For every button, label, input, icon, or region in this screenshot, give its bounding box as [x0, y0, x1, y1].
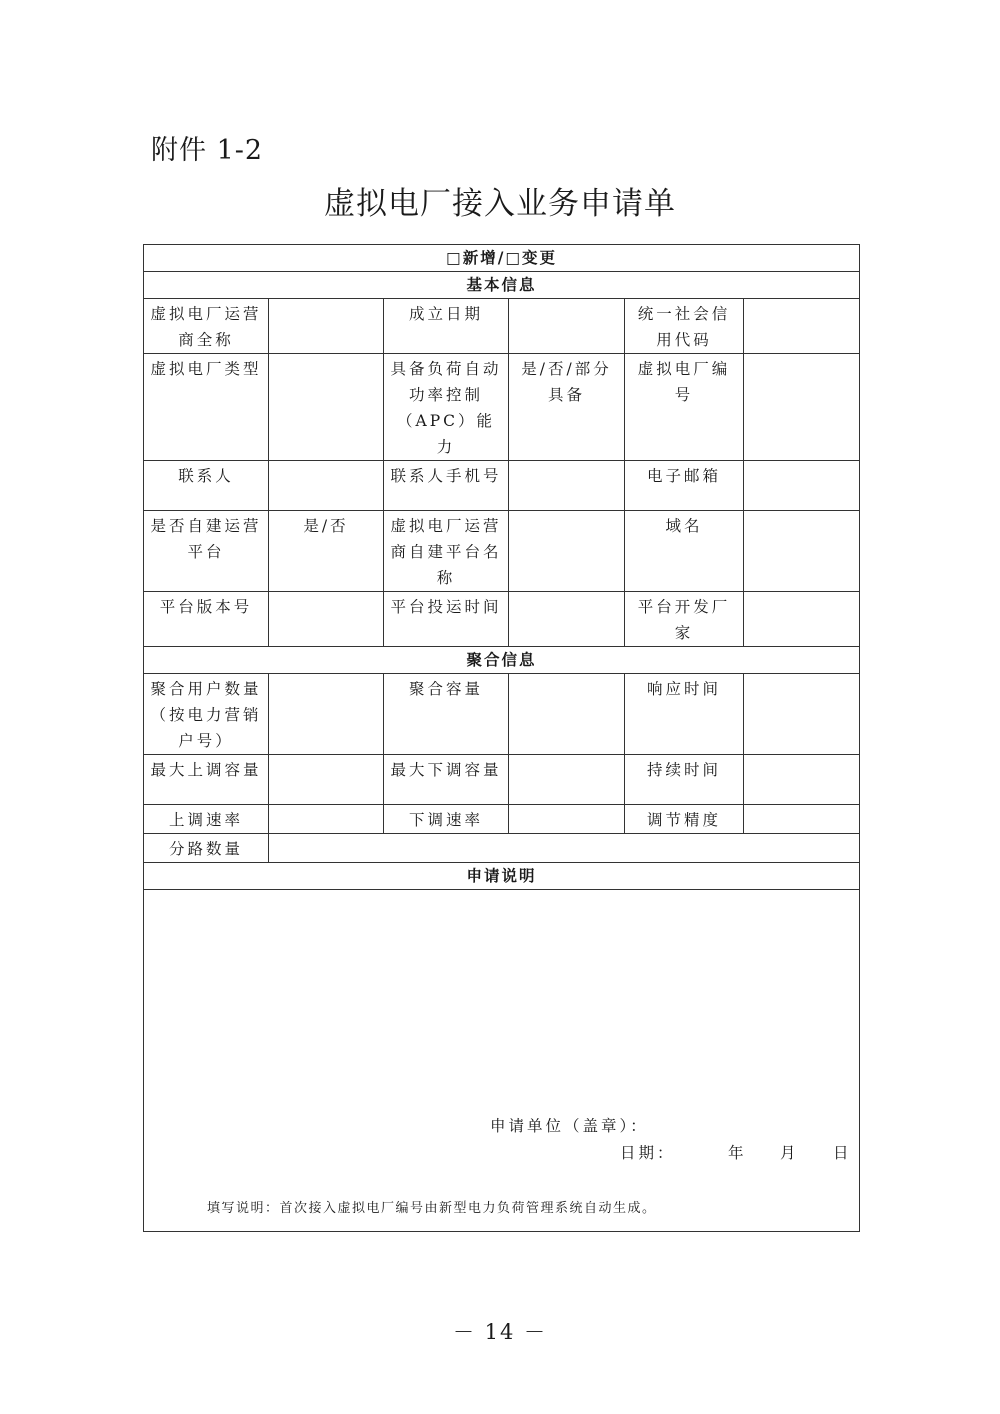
month-label: 月	[780, 1144, 799, 1162]
platform-vendor-field[interactable]	[744, 592, 860, 647]
page-title: 虚拟电厂接入业务申请单	[324, 186, 676, 222]
platform-version-label: 平台版本号	[144, 592, 269, 647]
contact-field[interactable]	[269, 461, 384, 511]
capacity-field[interactable]	[509, 674, 625, 755]
platform-launch-label: 平台投运时间	[384, 592, 509, 647]
vpp-number-label: 虚拟电厂编号	[625, 354, 744, 461]
platform-vendor-label: 平台开发厂家	[625, 592, 744, 647]
contact-phone-label: 联系人手机号	[384, 461, 509, 511]
self-built-label: 是否自建运营平台	[144, 511, 269, 592]
precision-label: 调节精度	[625, 805, 744, 834]
apc-label: 具备负荷自动功率控制（APC）能力	[384, 354, 509, 461]
platform-version-field[interactable]	[269, 592, 384, 647]
user-count-label: 聚合用户数量（按电力营销户号）	[144, 674, 269, 755]
duration-field[interactable]	[744, 755, 860, 805]
max-up-field[interactable]	[269, 755, 384, 805]
applicant-stamp-label: 申请单位（盖章）：	[490, 1117, 649, 1135]
response-time-label: 响应时间	[625, 674, 744, 755]
operator-name-field[interactable]	[269, 299, 384, 354]
domain-label: 域名	[625, 511, 744, 592]
contact-label: 联系人	[144, 461, 269, 511]
down-rate-label: 下调速率	[384, 805, 509, 834]
duration-label: 持续时间	[625, 755, 744, 805]
max-down-field[interactable]	[509, 755, 625, 805]
date-label: 日期：	[620, 1144, 676, 1162]
page-number: － 14 －	[452, 1320, 548, 1344]
aggregation-info-heading: 聚合信息	[144, 647, 860, 674]
email-field[interactable]	[744, 461, 860, 511]
application-description-field[interactable]	[144, 890, 860, 1232]
precision-field[interactable]	[744, 805, 860, 834]
branch-count-label: 分路数量	[144, 834, 269, 863]
established-date-label: 成立日期	[384, 299, 509, 354]
type-choice-cell[interactable]: □新增/□变更	[144, 245, 860, 272]
user-count-field[interactable]	[269, 674, 384, 755]
operator-name-label: 虚拟电厂运营商全称	[144, 299, 269, 354]
year-label: 年	[728, 1144, 747, 1162]
branch-count-field[interactable]	[269, 834, 860, 863]
self-built-value[interactable]: 是/否	[269, 511, 384, 592]
domain-field[interactable]	[744, 511, 860, 592]
vpp-number-field[interactable]	[744, 354, 860, 461]
application-heading: 申请说明	[144, 863, 860, 890]
credit-code-label: 统一社会信用代码	[625, 299, 744, 354]
attachment-label: 附件 1-2	[151, 135, 264, 166]
capacity-label: 聚合容量	[384, 674, 509, 755]
platform-launch-field[interactable]	[509, 592, 625, 647]
established-date-field[interactable]	[509, 299, 625, 354]
contact-phone-field[interactable]	[509, 461, 625, 511]
response-time-field[interactable]	[744, 674, 860, 755]
up-rate-label: 上调速率	[144, 805, 269, 834]
max-down-label: 最大下调容量	[384, 755, 509, 805]
down-rate-field[interactable]	[509, 805, 625, 834]
day-label: 日	[833, 1144, 852, 1162]
credit-code-field[interactable]	[744, 299, 860, 354]
platform-name-field[interactable]	[509, 511, 625, 592]
email-label: 电子邮箱	[625, 461, 744, 511]
filling-note: 填写说明：首次接入虚拟电厂编号由新型电力负荷管理系统自动生成。	[207, 1201, 657, 1216]
platform-name-label: 虚拟电厂运营商自建平台名称	[384, 511, 509, 592]
up-rate-field[interactable]	[269, 805, 384, 834]
apc-value[interactable]: 是/否/部分具备	[509, 354, 625, 461]
basic-info-heading: 基本信息	[144, 272, 860, 299]
max-up-label: 最大上调容量	[144, 755, 269, 805]
vpp-type-label: 虚拟电厂类型	[144, 354, 269, 461]
vpp-type-field[interactable]	[269, 354, 384, 461]
application-form	[143, 244, 860, 1232]
